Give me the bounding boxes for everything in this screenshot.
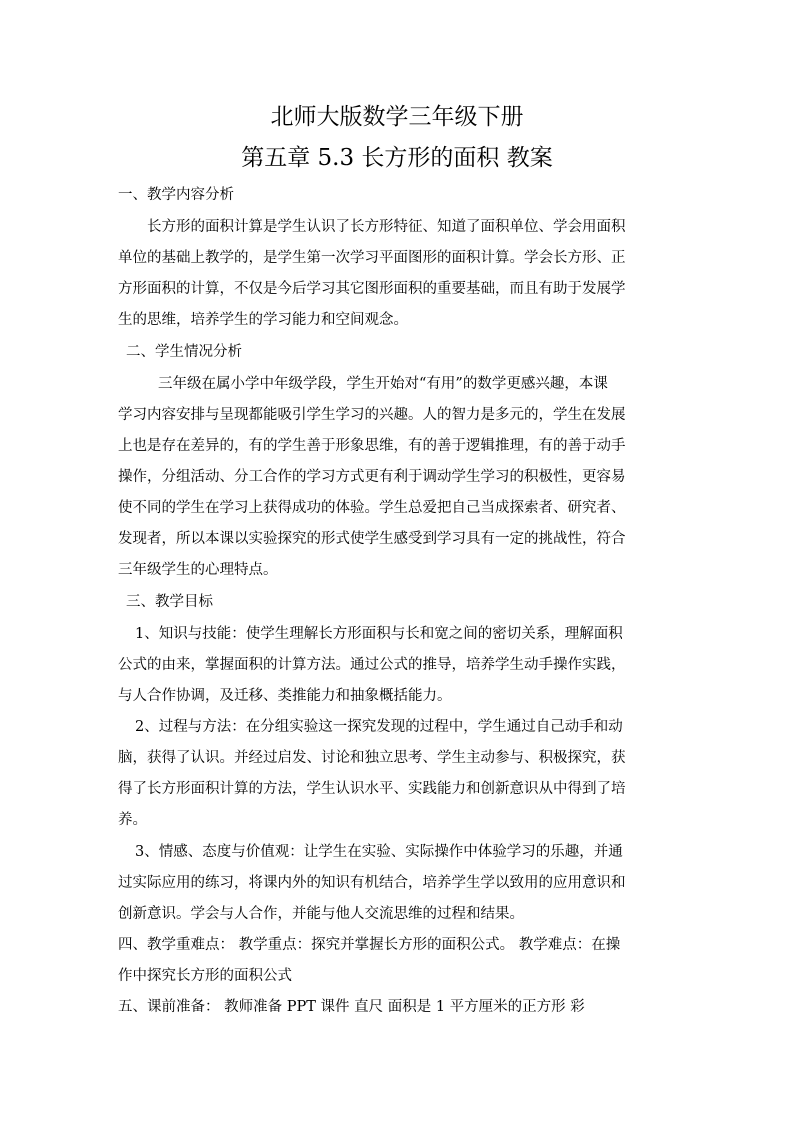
section-preparation: 五、课前准备： 教师准备 PPT 课件 直尺 面积是 1 平方厘米的正方形 彩 bbox=[118, 999, 585, 1015]
paragraph-line: 使不同的学生在学习上获得成功的体验。学生总爱把自己当成探索者、研究者、 bbox=[118, 500, 626, 516]
goal-line: 与人合作协调，及迁移、类推能力和抽象概括能力。 bbox=[118, 688, 452, 704]
goal-line: 过实际应用的练习，将课内外的知识有机结合，培养学生学以致用的应用意识和 bbox=[118, 875, 626, 891]
goal-line: 2、过程与方法：在分组实验这一探究发现的过程中，学生通过自己动手和动 bbox=[135, 719, 623, 735]
section-key-points: 四、教学重难点： 教学重点：探究并掌握长方形的面积公式。 教学难点：在操 bbox=[118, 937, 621, 953]
paragraph-line: 上也是存在差异的，有的学生善于形象思维，有的善于逻辑推理，有的善于动手 bbox=[118, 438, 626, 454]
goal-line: 创新意识。学会与人合作，并能与他人交流思维的过程和结果。 bbox=[118, 906, 524, 922]
paragraph-line: 长方形的面积计算是学生认识了长方形特征、知道了面积单位、学会用面积 bbox=[147, 219, 626, 235]
goal-line: 脑，获得了认识。并经过启发、讨论和独立思考、学生主动参与、积极探究，获 bbox=[118, 750, 626, 766]
paragraph-line: 方形面积的计算，不仅是今后学习其它图形面积的重要基础，而且有助于发展学 bbox=[118, 281, 626, 297]
document-subtitle: 第五章 5.3 长方形的面积 教案 bbox=[241, 145, 553, 171]
paragraph-line: 三年级学生的心理特点。 bbox=[118, 562, 278, 578]
goal-line: 3、情感、态度与价值观：让学生在实验、实际操作中体验学习的乐趣，并通 bbox=[135, 844, 623, 860]
goal-line: 养。 bbox=[118, 812, 147, 828]
goal-line: 1、知识与技能：使学生理解长方形面积与长和宽之间的密切关系，理解面积 bbox=[135, 626, 623, 642]
section-heading-content-analysis: 一、教学内容分析 bbox=[118, 187, 234, 203]
section-heading-teaching-goals: 三、教学目标 bbox=[126, 594, 213, 610]
paragraph-line: 学习内容安排与呈现都能吸引学生学习的兴趣。人的智力是多元的，学生在发展 bbox=[118, 407, 626, 423]
paragraph-line: 单位的基础上教学的，是学生第一次学习平面图形的面积计算。学会长方形、正 bbox=[118, 250, 626, 266]
section-heading-student-analysis: 二、学生情况分析 bbox=[126, 344, 242, 360]
document-title: 北师大版数学三年级下册 bbox=[270, 104, 524, 130]
paragraph-line: 三年级在属小学中年级学段，学生开始对“有用”的数学更感兴趣，本课 bbox=[158, 376, 608, 392]
paragraph-line: 作中探究长方形的面积公式 bbox=[118, 968, 292, 984]
paragraph-line: 发现者，所以本课以实验探究的形式使学生感受到学习具有一定的挑战性，符合 bbox=[118, 531, 626, 547]
paragraph-line: 操作，分组活动、分工合作的学习方式更有利于调动学生学习的积极性，更容易 bbox=[118, 469, 626, 485]
goal-line: 公式的由来，掌握面积的计算方法。通过公式的推导，培养学生动手操作实践， bbox=[118, 657, 626, 673]
paragraph-line: 生的思维，培养学生的学习能力和空间观念。 bbox=[118, 312, 408, 328]
goal-line: 得了长方形面积计算的方法，学生认识水平、实践能力和创新意识从中得到了培 bbox=[118, 781, 626, 797]
